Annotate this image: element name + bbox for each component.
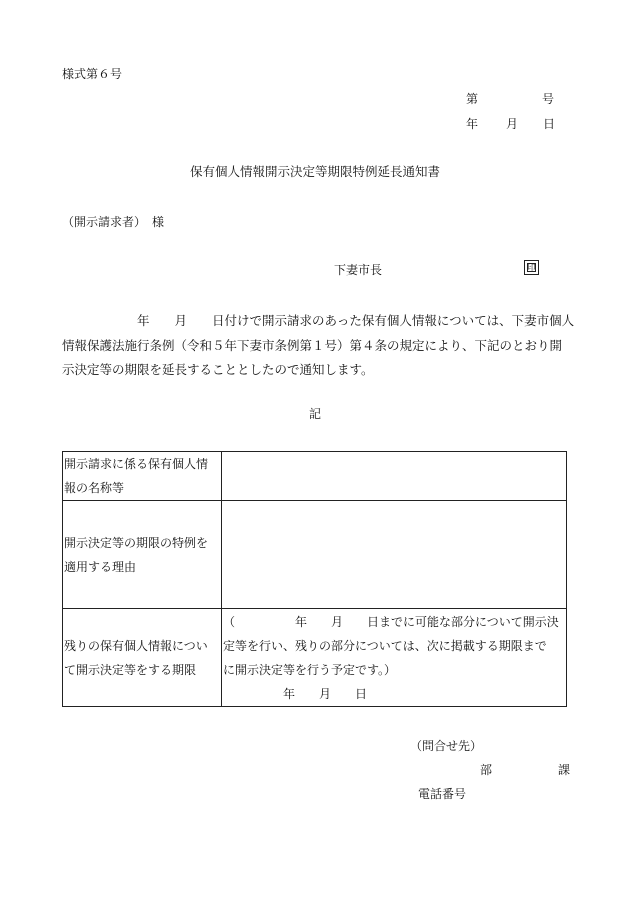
- row-label-line: 報の名称等: [64, 481, 125, 495]
- row-value-line: 定等を行い、残りの部分については、次に掲載する期限まで: [223, 638, 547, 653]
- addressee: （開示請求者） 様: [62, 215, 165, 229]
- row-value-cell[interactable]: [222, 501, 567, 609]
- notice-body-line-2: 情報保護法施行条例（令和５年下妻市条例第１号）第４条の規定により、下記のとおり開: [62, 337, 563, 353]
- seal-mark: [524, 260, 539, 275]
- contact-phone-label: 電話番号: [418, 787, 467, 801]
- notice-body-line-1: 年 月 日付けで開示請求のあった保有個人情報については、下妻市個人: [62, 313, 575, 328]
- row-value-cell[interactable]: [222, 452, 567, 501]
- notice-body: [62, 309, 577, 383]
- table-row: [63, 501, 567, 609]
- row-label-line: て開示決定等をする期限: [64, 662, 197, 677]
- document-title: 保有個人情報開示決定等期限特例延長通知書: [189, 164, 440, 179]
- contact-heading: （問合せ先）: [410, 739, 483, 753]
- notice-body-line-3: 示決定等の期限を延長することとしたので通知します。: [62, 362, 374, 377]
- row-value-line: に開示決定等を行う予定です。）: [223, 662, 397, 677]
- row-value-line: 年 月 日: [223, 686, 368, 701]
- row-value-cell[interactable]: [222, 609, 567, 707]
- form-number: 様式第６号: [62, 67, 123, 81]
- contact-section-label: 課: [558, 763, 571, 777]
- date-year-label: 年: [466, 117, 479, 131]
- reference-number-suffix: 号: [542, 92, 555, 106]
- row-label-line: 開示決定等の期限の特例を: [64, 535, 209, 550]
- seal-text: 印: [527, 262, 536, 272]
- row-value-line: （ 年 月 日までに可能な部分について開示決: [223, 614, 559, 629]
- row-label-cell: [63, 501, 222, 609]
- row-label-cell: [63, 452, 222, 501]
- table-row: [63, 452, 567, 501]
- date-day-label: 日: [543, 117, 556, 131]
- reference-number-prefix: 第: [466, 92, 479, 106]
- ki-heading: 記: [308, 407, 321, 421]
- details-table: [62, 451, 567, 707]
- row-label-cell: [63, 609, 222, 707]
- table-row: [63, 609, 567, 707]
- row-label-line: 開示請求に係る保有個人情: [64, 457, 209, 471]
- issuer-name: 下妻市長: [334, 263, 383, 277]
- date-month-label: 月: [506, 117, 519, 131]
- row-label-line: 残りの保有個人情報につい: [64, 638, 208, 653]
- contact-department-label: 部: [480, 763, 493, 777]
- row-label-line: 適用する理由: [64, 559, 137, 574]
